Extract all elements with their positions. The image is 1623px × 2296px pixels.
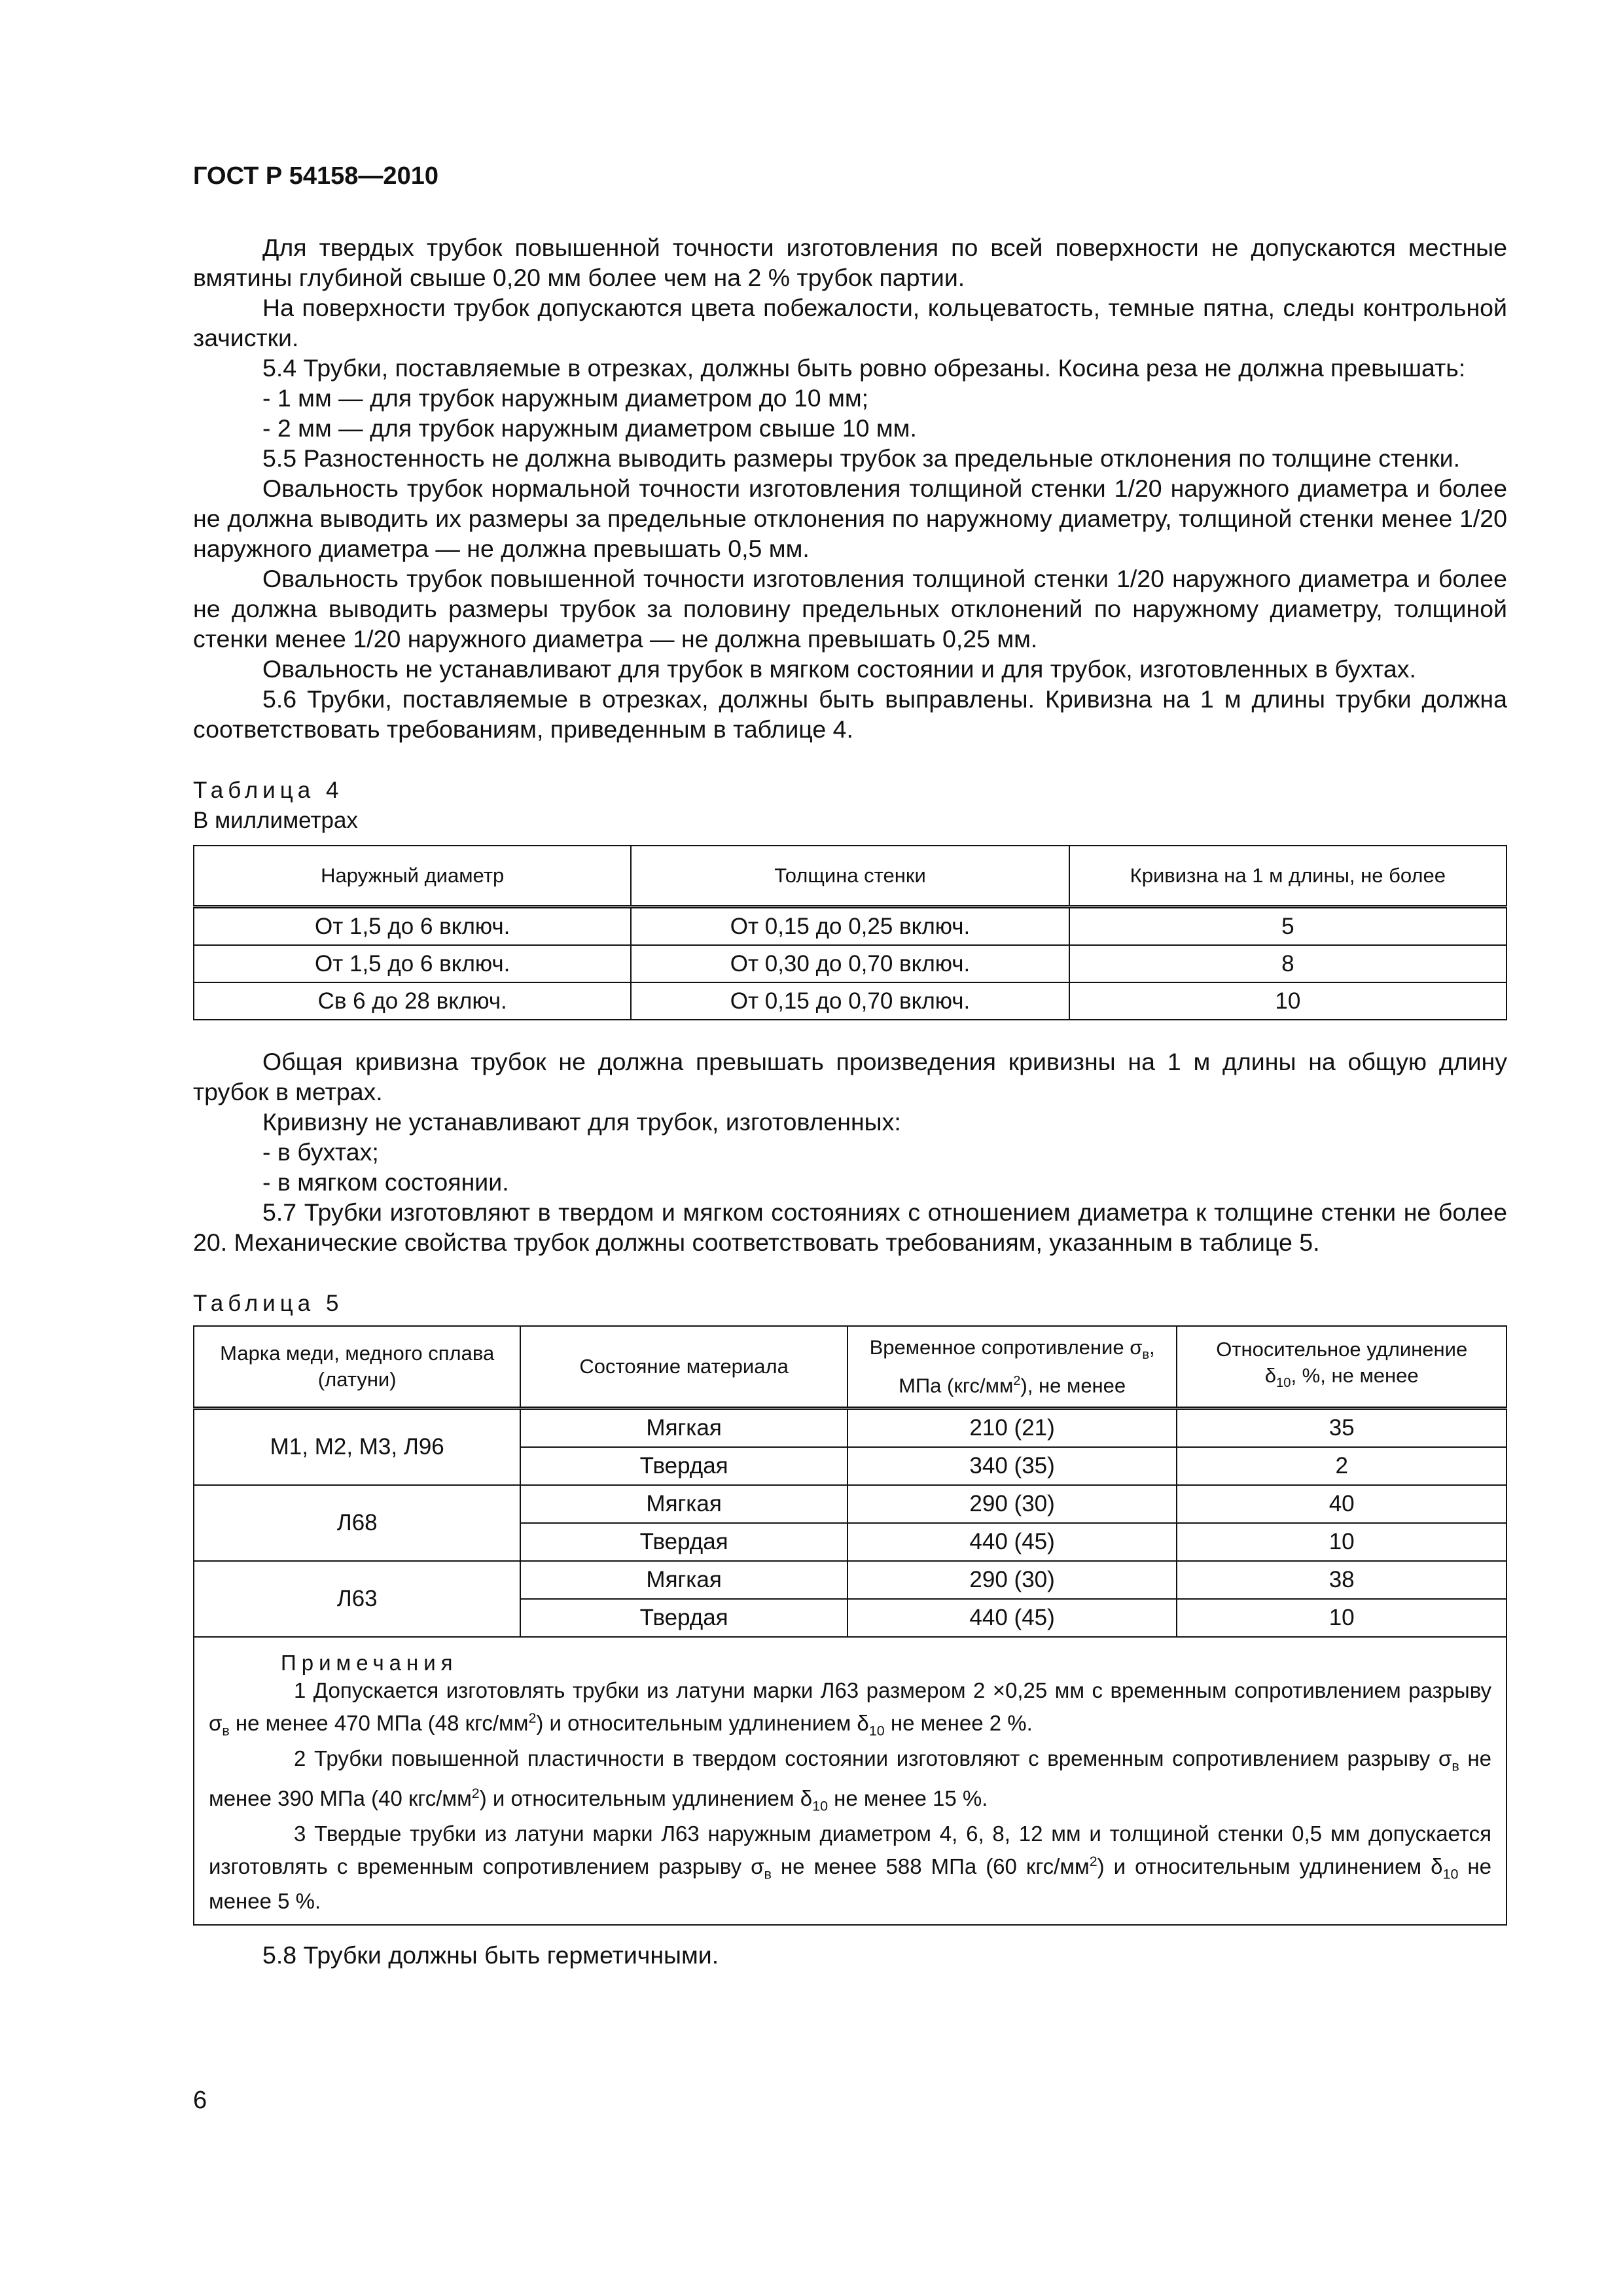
table-cell: 2 (1177, 1447, 1507, 1485)
table-cell: Твердая (520, 1523, 847, 1561)
table4 (193, 845, 1507, 1020)
table5-notes-row (194, 1637, 1507, 1925)
body-text (193, 232, 1507, 1970)
paragraph: Овальность трубок повышенной точности изготовления толщиной стенки 1/20 наружного диаметра и более не должна выводить размеры трубок за половину предельных отклонений по наружному диаметру, толщиной стенки менее 1/20 наружного диаметра — не должна превышать 0,25 мм. (193, 565, 1507, 653)
table4-units: В миллиметрах (193, 808, 358, 833)
table-cell: 5 (1069, 907, 1507, 946)
list-item: - 1 мм — для трубок наружным диаметром до 10 мм; (262, 384, 869, 412)
table5-header-elongation: Относительное удлинение $\delta_{10}$, %, не менее (1177, 1326, 1507, 1408)
table-cell: 10 (1177, 1523, 1507, 1561)
note-1: 1 Допускается изготовлять трубки из латуни марки Л63 размером 2 ×0,25 мм с временным сопротивлением разрыву $\sigma_в$ не менее 470 МПа (48 кгс/$мм^2$) и относительным удлинением $\delta_{10}$ не менее 2 %. (209, 1678, 1491, 1739)
paragraph: Общая кривизна трубок не должна превышать произведения кривизны на 1 м длины на общую длину трубок в метрах. (193, 1048, 1507, 1105)
table-cell: 10 (1069, 982, 1507, 1020)
table-cell: Св 6 до 28 включ. (194, 982, 631, 1020)
paragraph: 5.6 Трубки, поставляемые в отрезках, должны быть выправлены. Кривизна на 1 м длины трубки должна соответствовать требованиям, приведенным в таблице 4. (193, 685, 1507, 743)
paragraph: Овальность не устанавливают для трубок в мягком состоянии и для трубок, изготовленных в бухтах. (262, 655, 1416, 683)
list-item: - 2 мм — для трубок наружным диаметром свыше 10 мм. (262, 414, 917, 442)
table-cell-grade: Л68 (194, 1485, 520, 1561)
table-cell: 40 (1177, 1485, 1507, 1523)
table-cell: 340 (35) (847, 1447, 1177, 1485)
table-cell: От 0,15 до 0,70 включ. (631, 982, 1069, 1020)
table5-notes (194, 1637, 1507, 1925)
note-3: 3 Твердые трубки из латуни марки Л63 наружным диаметром 4, 6, 8, 12 мм и толщиной стенки 0,5 мм допускается изготовлять с временным сопротивлением разрыву $\sigma_в$ не менее 588 МПа (60 кгс/$мм^2$) и относительным удлинением $\delta_{10}$ не менее 5 %. (209, 1821, 1491, 1914)
table-cell: 210 (21) (847, 1408, 1177, 1448)
list-item: - в мягком состоянии. (262, 1168, 509, 1196)
table-cell-grade: М1, М2, М3, Л96 (194, 1408, 520, 1486)
table-row (194, 907, 1507, 946)
table-cell: От 0,30 до 0,70 включ. (631, 945, 1069, 982)
table-cell: 35 (1177, 1408, 1507, 1448)
note-2: 2 Трубки повышенной пластичности в твердом состоянии изготовляют с временным сопротивлением разрыву $\sigma_в$ не менее 390 МПа (40 кгс/$мм^2$) и относительным удлинением $\delta_{10}$ не менее 15 %. (209, 1746, 1491, 1814)
table4-header-curvature: Кривизна на 1 м длины, не более (1069, 846, 1507, 907)
notes-title: Примечания (281, 1651, 458, 1675)
table-cell: 10 (1177, 1599, 1507, 1637)
table-cell: Мягкая (520, 1408, 847, 1448)
paragraph: 5.5 Разностенность не должна выводить размеры трубок за предельные отклонения по толщине стенки. (262, 444, 1461, 472)
table5-label: Таблица 5 (193, 1291, 344, 1316)
table-row (194, 1408, 1507, 1448)
table-cell: 290 (30) (847, 1561, 1177, 1599)
table-cell: Мягкая (520, 1485, 847, 1523)
table5 (193, 1325, 1507, 1926)
paragraph: На поверхности трубок допускаются цвета побежалости, кольцеватость, темные пятна, следы контрольной зачистки. (193, 294, 1507, 351)
table-cell: 38 (1177, 1561, 1507, 1599)
table5-header-state: Состояние материала (520, 1326, 847, 1408)
list-item: - в бухтах; (262, 1138, 379, 1166)
paragraph: 5.8 Трубки должны быть герметичными. (262, 1941, 719, 1969)
paragraph: Для твердых трубок повышенной точности изготовления по всей поверхности не допускаются местные вмятины глубиной свыше 0,20 мм более чем на 2 % трубок партии. (193, 234, 1507, 291)
table-cell: 290 (30) (847, 1485, 1177, 1523)
table-row (194, 1561, 1507, 1599)
page-number: 6 (193, 2087, 207, 2114)
table-cell: От 0,15 до 0,25 включ. (631, 907, 1069, 946)
table4-header-diameter: Наружный диаметр (194, 846, 631, 907)
paragraph: 5.4 Трубки, поставляемые в отрезках, должны быть ровно обрезаны. Косина реза не должна превышать: (262, 354, 1466, 382)
paragraph: Кривизну не устанавливают для трубок, изготовленных: (262, 1108, 901, 1136)
table-cell: Твердая (520, 1599, 847, 1637)
table-row (194, 1485, 1507, 1523)
table-cell: 440 (45) (847, 1599, 1177, 1637)
table-cell: 8 (1069, 945, 1507, 982)
table-row (194, 945, 1507, 982)
table-cell: Мягкая (520, 1561, 847, 1599)
table4-label: Таблица 4 (193, 778, 344, 803)
table5-header-strength: Временное сопротивление $\sigma_в$, МПа $(кгс/мм^2)$, не менее (847, 1326, 1177, 1408)
document-header: ГОСТ Р 54158—2010 (193, 162, 438, 190)
table-cell: 440 (45) (847, 1523, 1177, 1561)
table-row (194, 982, 1507, 1020)
table-cell: От 1,5 до 6 включ. (194, 945, 631, 982)
table4-header-thickness: Толщина стенки (631, 846, 1069, 907)
table-cell-grade: Л63 (194, 1561, 520, 1637)
table5-header-grade: Марка меди, медного сплава (латуни) (194, 1326, 520, 1408)
table-cell: От 1,5 до 6 включ. (194, 907, 631, 946)
table-cell: Твердая (520, 1447, 847, 1485)
paragraph: 5.7 Трубки изготовляют в твердом и мягком состояниях с отношением диаметра к толщине стенки не более 20. Механические свойства трубок должны соответствовать требованиям, указанным в таблице 5. (193, 1198, 1507, 1256)
paragraph: Овальность трубок нормальной точности изготовления толщиной стенки 1/20 наружного диаметра и более не должна выводить их размеры за предельные отклонения по наружному диаметру, толщиной стенки менее 1/20 наружного диаметра — не должна превышать 0,5 мм. (193, 475, 1507, 562)
